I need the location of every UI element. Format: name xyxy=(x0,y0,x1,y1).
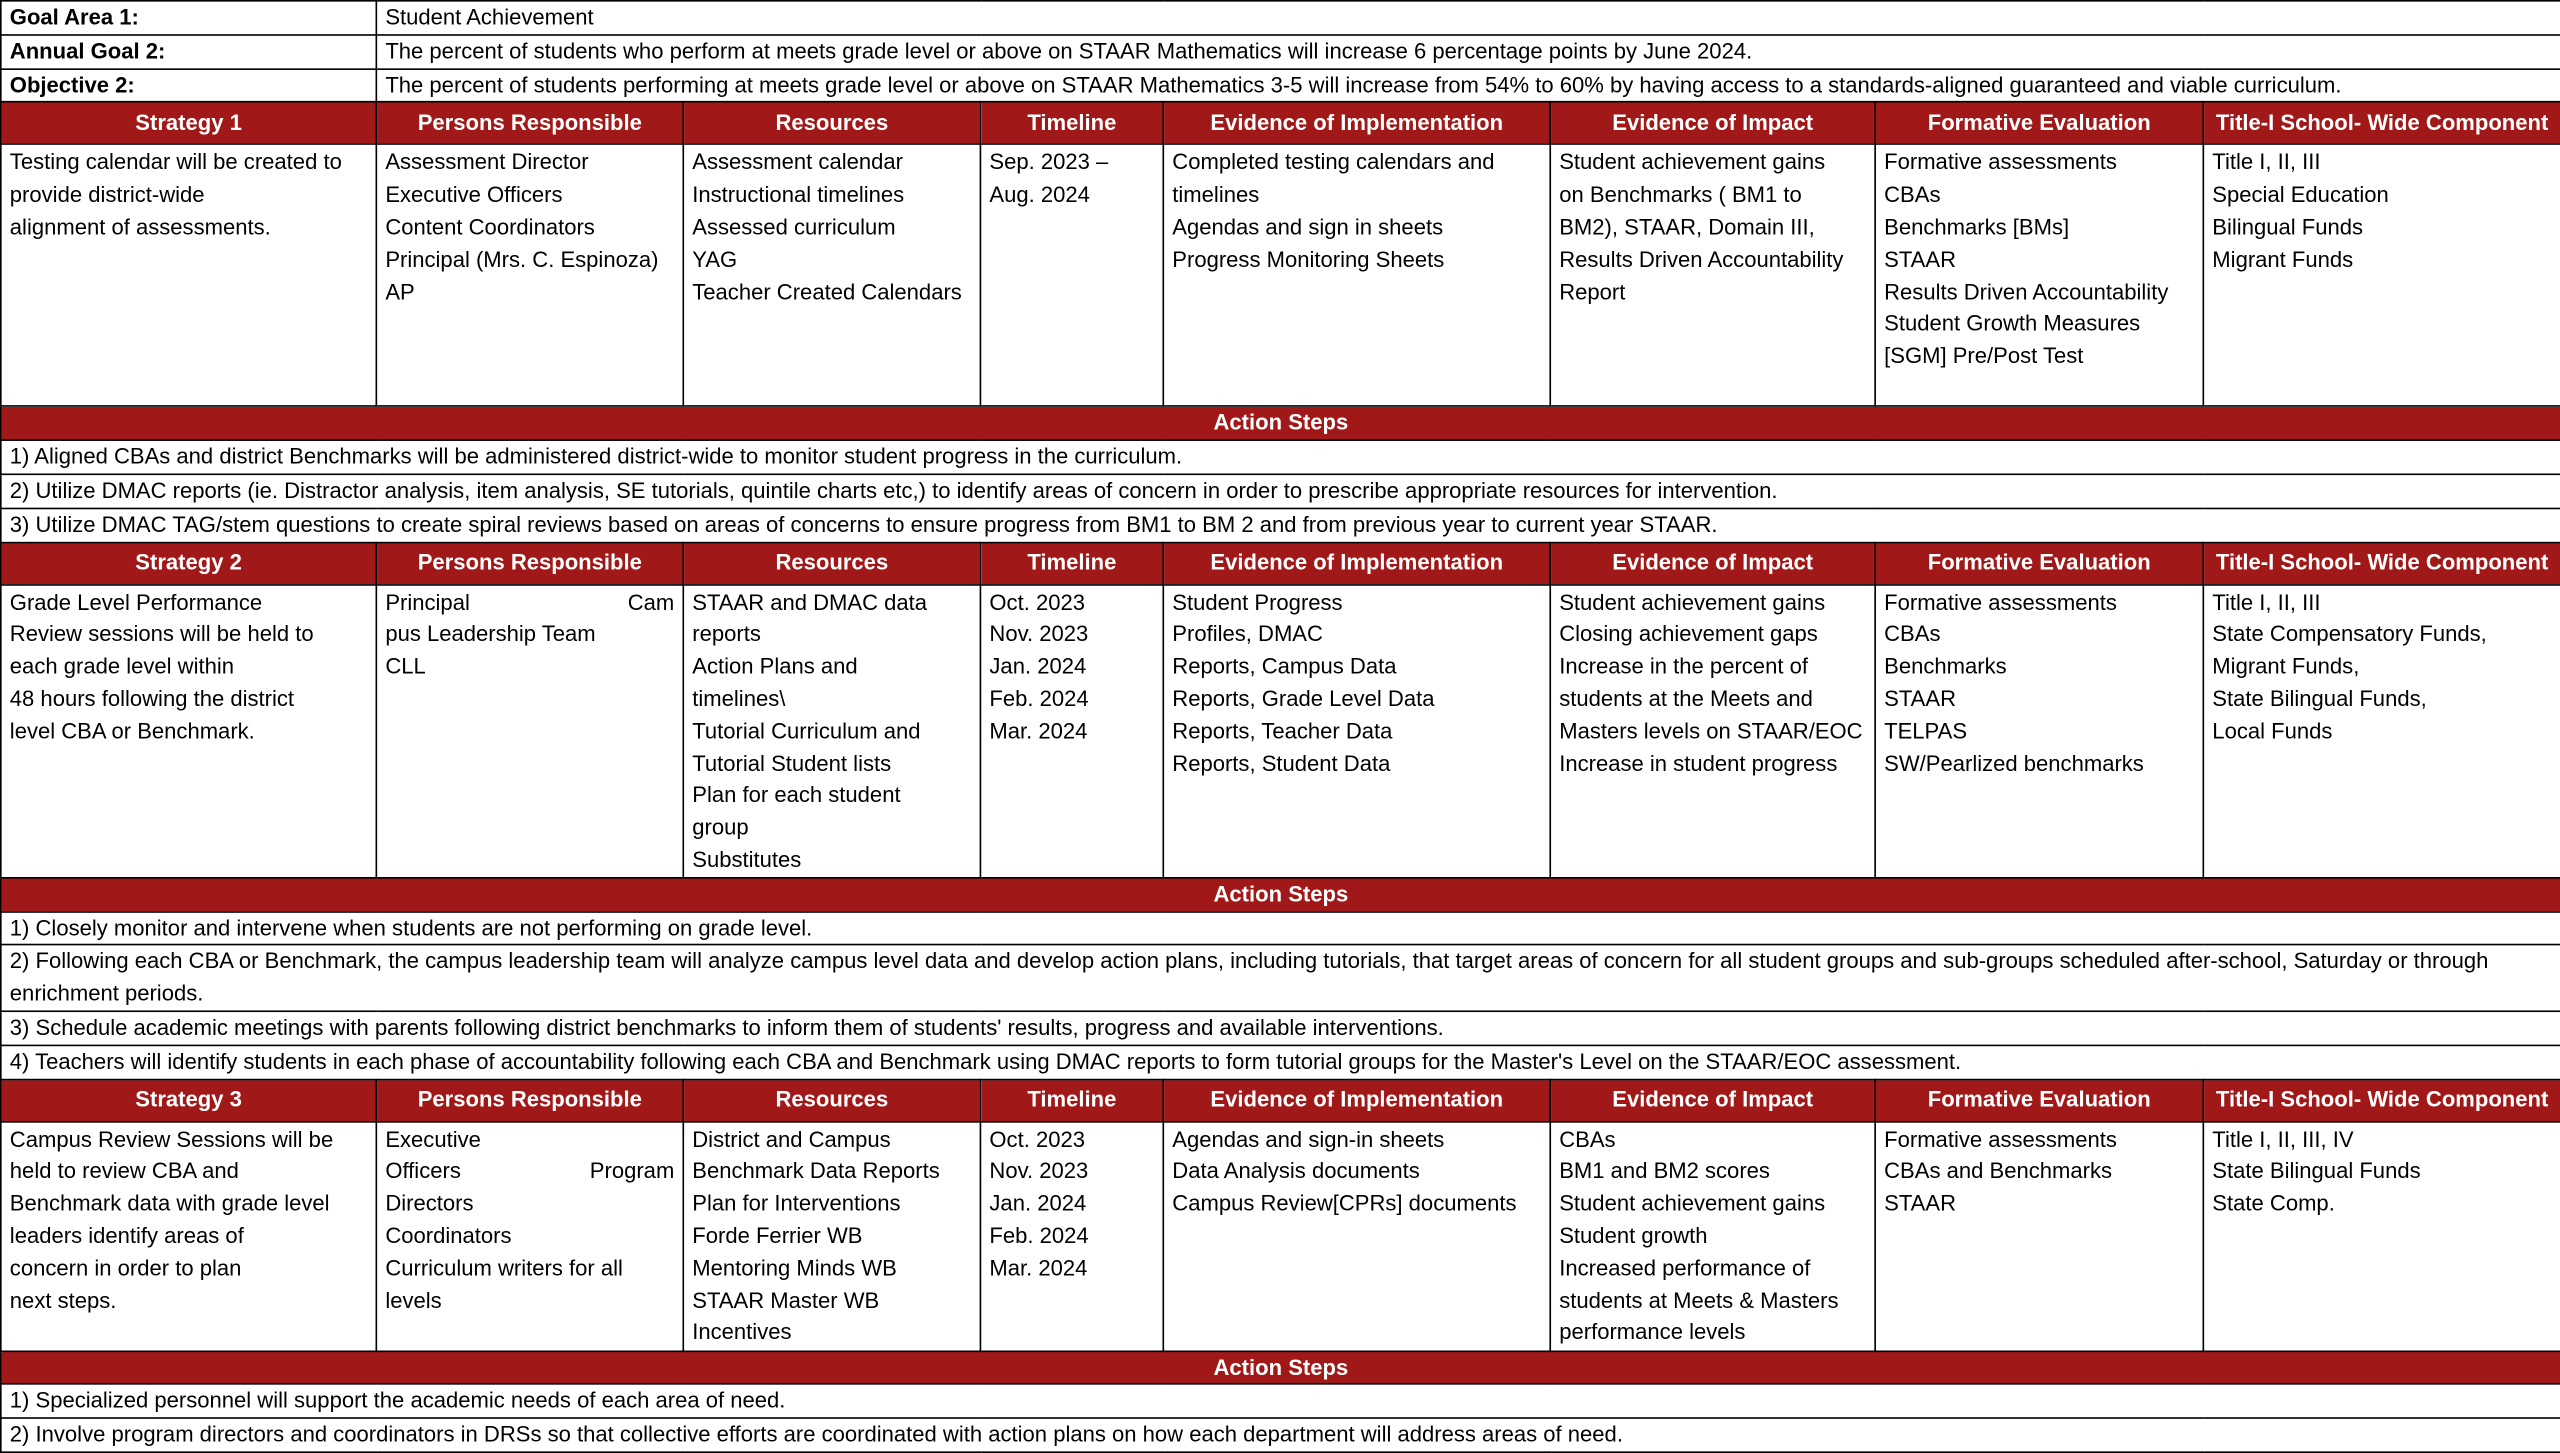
resources-cell xyxy=(683,145,980,407)
timeline-header: Timeline xyxy=(980,102,1163,144)
cell-line: TELPAS xyxy=(1884,718,1968,744)
cell-line: students at the Meets and xyxy=(1559,686,1813,711)
cell-line: Plan for each student xyxy=(692,783,901,808)
cell-line: Bilingual Funds xyxy=(2212,214,2364,240)
cell-line: Formative assessments xyxy=(1884,589,2117,615)
strategy-line: provide district-wide xyxy=(9,182,205,207)
title-one-component-header: Title-I School- Wide Component xyxy=(2203,1079,2560,1121)
person-line: CLL xyxy=(385,654,426,679)
action-steps-header-row xyxy=(1,877,2560,911)
timeline-cell xyxy=(980,1121,1163,1350)
action-step-row xyxy=(1,440,2560,474)
person-line: Assessment Director xyxy=(385,150,589,175)
action-step: 2) Utilize DMAC reports (ie. Distractor analysis, item analysis, SE tutorials, quintile charts etc,) to identify areas of concern in order to prescribe appropriate resources for intervention. xyxy=(1,474,2560,508)
cell-line: Oct. 2023 xyxy=(989,1126,1086,1152)
cell-line: Mar. 2024 xyxy=(989,718,1088,744)
cell-line: Nov. 2023 xyxy=(989,622,1089,647)
cell-line: Increase in student progress xyxy=(1559,751,1838,776)
action-steps-title: Action Steps xyxy=(1,1351,2560,1385)
annual-goal-label: Annual Goal 2: xyxy=(1,35,377,69)
cell-line: reports xyxy=(692,622,761,647)
cell-line: Results Driven Accountability xyxy=(1559,246,1844,272)
cell-line: Formative assessments xyxy=(1884,150,2117,175)
cell-line: Student Growth Measures xyxy=(1884,311,2141,336)
action-step: 3) Schedule academic meetings with parents following district benchmarks to inform them of students' results, progress and available interventions. xyxy=(1,1011,2560,1045)
cell-line: Teacher Created Calendars xyxy=(692,279,962,304)
cell-line: State Comp. xyxy=(2212,1191,2335,1216)
person-line: Coordinators xyxy=(385,1223,512,1248)
plan-table-body xyxy=(1,1,2560,1452)
goal-area-label: Goal Area 1: xyxy=(1,1,377,35)
annual-goal-value: The percent of students who perform at meets grade level or above on STAAR Mathematics will increase 6 percentage points by June 2024. xyxy=(376,35,2560,69)
cell-line: Mar. 2024 xyxy=(989,1255,1088,1281)
cell-line: Student achievement gains xyxy=(1559,589,1826,615)
strategy-3-header-row xyxy=(1,1079,2560,1121)
title-one-component-header: Title-I School- Wide Component xyxy=(2203,102,2560,144)
cell-line: on Benchmarks ( BM1 to xyxy=(1559,182,1802,207)
action-step-row xyxy=(1,1418,2560,1452)
cell-line: Assessed curriculum xyxy=(692,214,896,240)
cell-line: Completed testing calendars and xyxy=(1172,150,1495,175)
cell-line: Reports, Campus Data xyxy=(1172,654,1397,679)
resources-cell xyxy=(683,584,980,877)
cell-line: District and Campus xyxy=(692,1126,891,1152)
cell-line: timelines xyxy=(1172,182,1260,207)
cell-line: Agendas and sign-in sheets xyxy=(1172,1126,1445,1152)
persons-responsible-header: Persons Responsible xyxy=(376,542,683,584)
person-line-left: Principal xyxy=(385,589,470,615)
cell-line: Migrant Funds xyxy=(2212,246,2354,272)
cell-line: CBAs and Benchmarks xyxy=(1884,1159,2112,1184)
strategy-line: level CBA or Benchmark. xyxy=(9,718,255,744)
strategy-2-title: Strategy 2 xyxy=(1,542,377,584)
evidence-of-implementation-header: Evidence of Implementation xyxy=(1163,542,1550,584)
action-step-row xyxy=(1,1011,2560,1045)
cell-line: STAAR xyxy=(1884,246,1957,272)
strategy-3-body-row xyxy=(1,1121,2560,1350)
cell-line: Aug. 2024 xyxy=(989,182,1090,207)
cell-line: CBAs xyxy=(1884,182,1941,207)
objective-label: Objective 2: xyxy=(1,68,377,102)
resources-header: Resources xyxy=(683,1079,980,1121)
evidence-of-impact-cell xyxy=(1550,1121,1875,1350)
cell-line: performance levels xyxy=(1559,1320,1746,1345)
goal-area-row xyxy=(1,1,2560,35)
action-steps-header-row xyxy=(1,407,2560,441)
cell-line: Progress Monitoring Sheets xyxy=(1172,246,1445,272)
person-line-right: Program xyxy=(589,1159,675,1184)
evidence-of-impact-header: Evidence of Impact xyxy=(1550,1079,1875,1121)
title-one-component-cell xyxy=(2203,1121,2560,1350)
person-line xyxy=(385,1156,674,1188)
action-step: 3) Utilize DMAC TAG/stem questions to create spiral reviews based on areas of concerns to ensure progress from BM1 to BM 2 and from previous year to current year STAAR. xyxy=(1,508,2560,542)
formative-evaluation-header: Formative Evaluation xyxy=(1875,542,2203,584)
cell-line: CBAs xyxy=(1884,622,1941,647)
title-one-component-header: Title-I School- Wide Component xyxy=(2203,542,2560,584)
cell-line: STAAR Master WB xyxy=(692,1287,880,1313)
timeline-cell xyxy=(980,584,1163,877)
action-step-row xyxy=(1,911,2560,945)
action-step-row xyxy=(1,508,2560,542)
persons-responsible-cell xyxy=(376,145,683,407)
evidence-of-impact-cell xyxy=(1550,584,1875,877)
cell-line: Title I, II, III, IV xyxy=(2212,1126,2354,1152)
strategy-description-cell xyxy=(1,1121,377,1350)
cell-line: Benchmark Data Reports xyxy=(692,1159,940,1184)
cell-line: Masters levels on STAAR/EOC xyxy=(1559,718,1863,744)
strategy-1-body-row xyxy=(1,145,2560,407)
cell-line: CBAs xyxy=(1559,1126,1616,1152)
strategy-line: each grade level within xyxy=(9,654,235,679)
cell-line: State Bilingual Funds, xyxy=(2212,686,2427,711)
action-step: 1) Closely monitor and intervene when students are not performing on grade level. xyxy=(1,911,2560,945)
cell-line: Sep. 2023 – xyxy=(989,150,1109,175)
cell-line: BM2), STAAR, Domain III, xyxy=(1559,214,1815,240)
cell-line: Mentoring Minds WB xyxy=(692,1255,897,1281)
strategy-line: Benchmark data with grade level xyxy=(9,1191,330,1216)
persons-responsible-cell xyxy=(376,584,683,877)
cell-line: Title I, II, III xyxy=(2212,150,2321,175)
cell-line: Nov. 2023 xyxy=(989,1159,1089,1184)
person-line xyxy=(385,587,674,619)
cell-line: Migrant Funds, xyxy=(2212,654,2360,679)
strategy-1-title: Strategy 1 xyxy=(1,102,377,144)
evidence-of-implementation-header: Evidence of Implementation xyxy=(1163,1079,1550,1121)
cell-line: STAAR and DMAC data xyxy=(692,589,928,615)
action-steps-header-row xyxy=(1,1351,2560,1385)
cell-line: STAAR xyxy=(1884,686,1957,711)
cell-line: Benchmarks xyxy=(1884,654,2007,679)
person-line: Executive xyxy=(385,1126,481,1152)
cell-line: Jan. 2024 xyxy=(989,654,1087,679)
cell-line: Tutorial Curriculum and xyxy=(692,718,921,744)
strategy-2-header-row xyxy=(1,542,2560,584)
cell-line: Campus Review[CPRs] documents xyxy=(1172,1191,1517,1216)
cell-line: Tutorial Student lists xyxy=(692,751,892,776)
cell-line: Plan for Interventions xyxy=(692,1191,901,1216)
persons-responsible-header: Persons Responsible xyxy=(376,102,683,144)
action-step: 1) Aligned CBAs and district Benchmarks will be administered district-wide to monitor student progress in the curriculum. xyxy=(1,440,2560,474)
strategy-line: Review sessions will be held to xyxy=(9,622,314,647)
cell-line: State Compensatory Funds, xyxy=(2212,622,2487,647)
persons-responsible-header: Persons Responsible xyxy=(376,1079,683,1121)
cell-line: Formative assessments xyxy=(1884,1126,2117,1152)
cell-line: Student achievement gains xyxy=(1559,150,1826,175)
cell-line: Title I, II, III xyxy=(2212,589,2321,615)
resources-header: Resources xyxy=(683,102,980,144)
action-step-row xyxy=(1,474,2560,508)
strategy-line: Testing calendar will be created to xyxy=(9,150,342,175)
cell-line: Feb. 2024 xyxy=(989,686,1089,711)
cell-line: timelines\ xyxy=(692,686,786,711)
person-line: Directors xyxy=(385,1191,474,1216)
cell-line: Instructional timelines xyxy=(692,182,905,207)
strategy-description-cell xyxy=(1,584,377,877)
cell-line: Substitutes xyxy=(692,847,802,873)
persons-responsible-cell xyxy=(376,1121,683,1350)
evidence-of-implementation-cell xyxy=(1163,584,1550,877)
evidence-of-implementation-cell xyxy=(1163,1121,1550,1350)
formative-evaluation-cell xyxy=(1875,145,2203,407)
strategy-line: Campus Review Sessions will be xyxy=(9,1126,334,1152)
cell-line: Reports, Student Data xyxy=(1172,751,1391,776)
cell-line: Feb. 2024 xyxy=(989,1223,1089,1248)
evidence-of-impact-cell xyxy=(1550,145,1875,407)
cell-line: Forde Ferrier WB xyxy=(692,1223,863,1248)
annual-goal-row xyxy=(1,35,2560,69)
cell-line: Special Education xyxy=(2212,182,2389,207)
strategy-1-header-row xyxy=(1,102,2560,144)
person-line: pus Leadership Team xyxy=(385,622,596,647)
person-line: Executive Officers xyxy=(385,182,563,207)
strategy-3-title: Strategy 3 xyxy=(1,1079,377,1121)
goal-area-value: Student Achievement xyxy=(376,1,2560,35)
resources-header: Resources xyxy=(683,542,980,584)
cell-line: Increased performance of xyxy=(1559,1255,1811,1281)
strategy-line: alignment of assessments. xyxy=(9,214,271,240)
resources-cell xyxy=(683,1121,980,1350)
strategy-description-cell xyxy=(1,145,377,407)
strategy-line: Grade Level Performance xyxy=(9,589,263,615)
formative-evaluation-header: Formative Evaluation xyxy=(1875,1079,2203,1121)
strategy-line: next steps. xyxy=(9,1287,117,1313)
strategy-line: leaders identify areas of xyxy=(9,1223,244,1248)
formative-evaluation-cell xyxy=(1875,584,2203,877)
title-one-component-cell xyxy=(2203,145,2560,407)
person-line: AP xyxy=(385,279,415,304)
cell-line: Profiles, DMAC xyxy=(1172,622,1323,647)
person-line: Content Coordinators xyxy=(385,214,595,240)
title-one-component-cell xyxy=(2203,584,2560,877)
timeline-header: Timeline xyxy=(980,542,1163,584)
cell-line: SW/Pearlized benchmarks xyxy=(1884,751,2144,776)
evidence-of-implementation-header: Evidence of Implementation xyxy=(1163,102,1550,144)
cell-line: Student achievement gains xyxy=(1559,1191,1826,1216)
cell-line: Action Plans and xyxy=(692,654,858,679)
cell-line: Reports, Grade Level Data xyxy=(1172,686,1435,711)
action-step: 4) Teachers will identify students in each phase of accountability following each CBA and Benchmark using DMAC reports to form tutorial groups for the Master's Level on the STAAR/EOC assessment. xyxy=(1,1045,2560,1079)
strategy-line: concern in order to plan xyxy=(9,1255,242,1281)
cell-line: Oct. 2023 xyxy=(989,589,1086,615)
cell-line: Jan. 2024 xyxy=(989,1191,1087,1216)
cell-line: Assessment calendar xyxy=(692,150,903,175)
action-step: 1) Specialized personnel will support the academic needs of each area of need. xyxy=(1,1384,2560,1418)
person-line-left: Officers xyxy=(385,1159,461,1184)
cell-line: Local Funds xyxy=(2212,718,2333,744)
strategy-line: held to review CBA and xyxy=(9,1159,239,1184)
cell-line: group xyxy=(692,815,749,840)
cell-line: Benchmarks [BMs] xyxy=(1884,214,2070,240)
cell-line: Data Analysis documents xyxy=(1172,1159,1420,1184)
action-step-row xyxy=(1,1384,2560,1418)
strategy-2-body-row xyxy=(1,584,2560,877)
cell-line: Student Progress xyxy=(1172,589,1343,615)
person-line: Principal (Mrs. C. Espinoza) xyxy=(385,246,659,272)
timeline-cell xyxy=(980,145,1163,407)
cell-line: Student growth xyxy=(1559,1223,1708,1248)
cell-line: Agendas and sign in sheets xyxy=(1172,214,1444,240)
cell-line: BM1 and BM2 scores xyxy=(1559,1159,1770,1184)
objective-value: The percent of students performing at meets grade level or above on STAAR Mathematics 3-5 will increase from 54% to 60% by having access to a standards-aligned guaranteed and viable curriculum. xyxy=(376,68,2560,102)
cell-line: Incentives xyxy=(692,1320,792,1345)
cell-line: Reports, Teacher Data xyxy=(1172,718,1393,744)
cell-line: Closing achievement gaps xyxy=(1559,622,1818,647)
cell-line: students at Meets & Masters xyxy=(1559,1287,1839,1313)
cell-line: STAAR xyxy=(1884,1191,1957,1216)
cell-line: State Bilingual Funds xyxy=(2212,1159,2421,1184)
formative-evaluation-cell xyxy=(1875,1121,2203,1350)
action-step: 2) Involve program directors and coordinators in DRSs so that collective efforts are coordinated with action plans on how each department will address areas of need. xyxy=(1,1418,2560,1452)
timeline-header: Timeline xyxy=(980,1079,1163,1121)
evidence-of-implementation-cell xyxy=(1163,145,1550,407)
person-line: Curriculum writers for all xyxy=(385,1255,623,1281)
evidence-of-impact-header: Evidence of Impact xyxy=(1550,542,1875,584)
cell-line: [SGM] Pre/Post Test xyxy=(1884,343,2084,369)
objective-row xyxy=(1,68,2560,102)
strategy-line: 48 hours following the district xyxy=(9,686,295,711)
action-steps-title: Action Steps xyxy=(1,407,2560,441)
cell-line: Report xyxy=(1559,279,1626,304)
cell-line: YAG xyxy=(692,246,738,272)
action-step-row xyxy=(1,1045,2560,1079)
person-line-right: Cam xyxy=(627,589,675,615)
action-step-row xyxy=(1,945,2560,1011)
action-step: 2) Following each CBA or Benchmark, the campus leadership team will analyze campus level data and develop action plans, including tutorials, that target areas of concern for all student groups and sub-groups scheduled after-school, Saturday or through enrichment periods. xyxy=(1,945,2560,1011)
cell-line: Results Driven Accountability xyxy=(1884,279,2169,304)
person-line: levels xyxy=(385,1287,442,1313)
evidence-of-impact-header: Evidence of Impact xyxy=(1550,102,1875,144)
action-steps-title: Action Steps xyxy=(1,877,2560,911)
cell-line: Increase in the percent of xyxy=(1559,654,1808,679)
formative-evaluation-header: Formative Evaluation xyxy=(1875,102,2203,144)
